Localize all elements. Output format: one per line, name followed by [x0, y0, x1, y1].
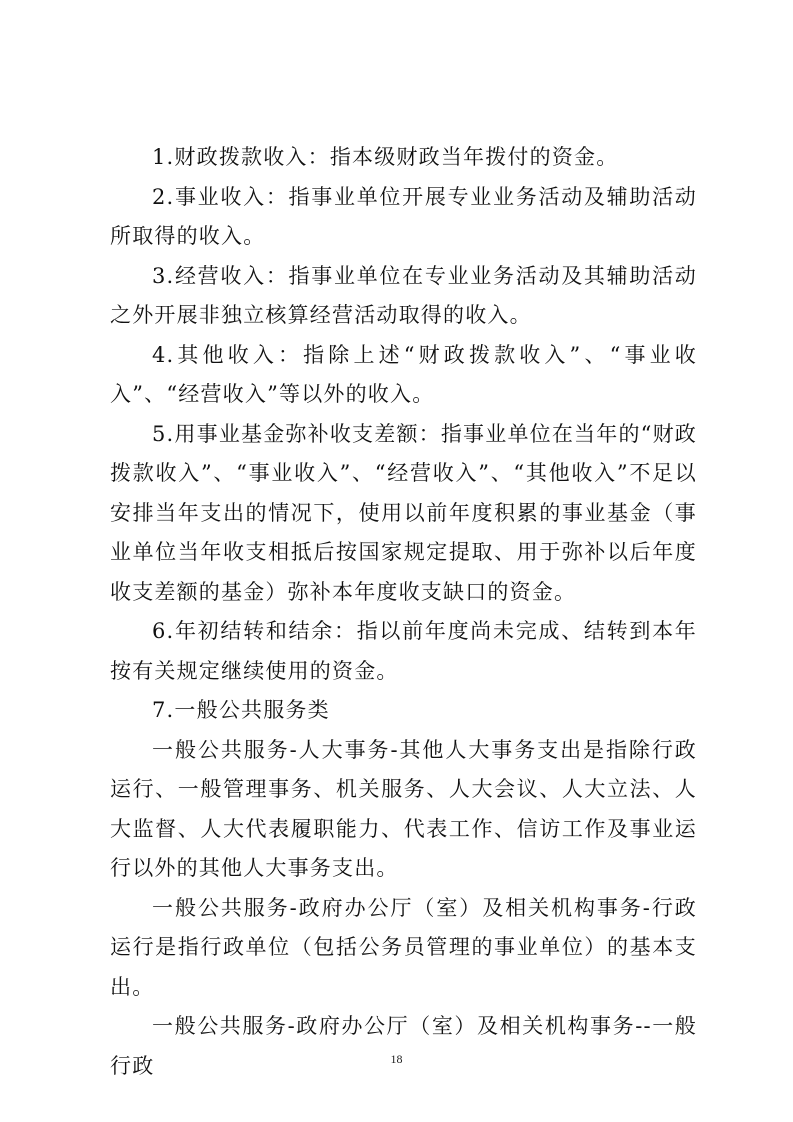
paragraph-5: 5.用事业基金弥补收支差额：指事业单位在当年的“财政拨款收入”、“事业收入”、“经营收入”、“其他收入”不足以安排当年支出的情况下，使用以前年度积累的事业基金（事业单位当年收支相抵后按国家规定提取、用于弥补以后年度收支差额的基金）弥补本年度收支缺口的资金。 [110, 421, 697, 604]
paragraph-7: 7.一般公共服务类 [152, 698, 330, 722]
page-number: 18 [390, 1052, 403, 1066]
paragraph-6: 6.年初结转和结余：指以前年度尚未完成、结转到本年按有关规定继续使用的资金。 [110, 619, 697, 683]
paragraph-4: 4.其他收入：指除上述“财政拨款收入”、“事业收入”、“经营收入”等以外的收入。 [110, 342, 697, 406]
paragraph-1: 1.财政拨款收入：指本级财政当年拨付的资金。 [152, 145, 619, 169]
paragraph-2: 2.事业收入：指事业单位开展专业业务活动及辅助活动所取得的收入。 [110, 184, 697, 248]
body-text [110, 138, 697, 1086]
paragraph-8: 一般公共服务-人大事务-其他人大事务支出是指除行政运行、一般管理事务、机关服务、人大会议、人大立法、人大监督、人大代表履职能力、代表工作、信访工作及事业运行以外的其他人大事务支出。 [110, 737, 697, 880]
paragraph-9: 一般公共服务-政府办公厅（室）及相关机构事务-行政运行是指行政单位（包括公务员管理的事业单位）的基本支出。 [110, 895, 697, 999]
paragraph-10: 一般公共服务-政府办公厅（室）及相关机构事务--一般行政 [110, 1014, 697, 1078]
paragraph-3: 3.经营收入：指事业单位在专业业务活动及其辅助活动之外开展非独立核算经营活动取得的收入。 [110, 263, 697, 327]
